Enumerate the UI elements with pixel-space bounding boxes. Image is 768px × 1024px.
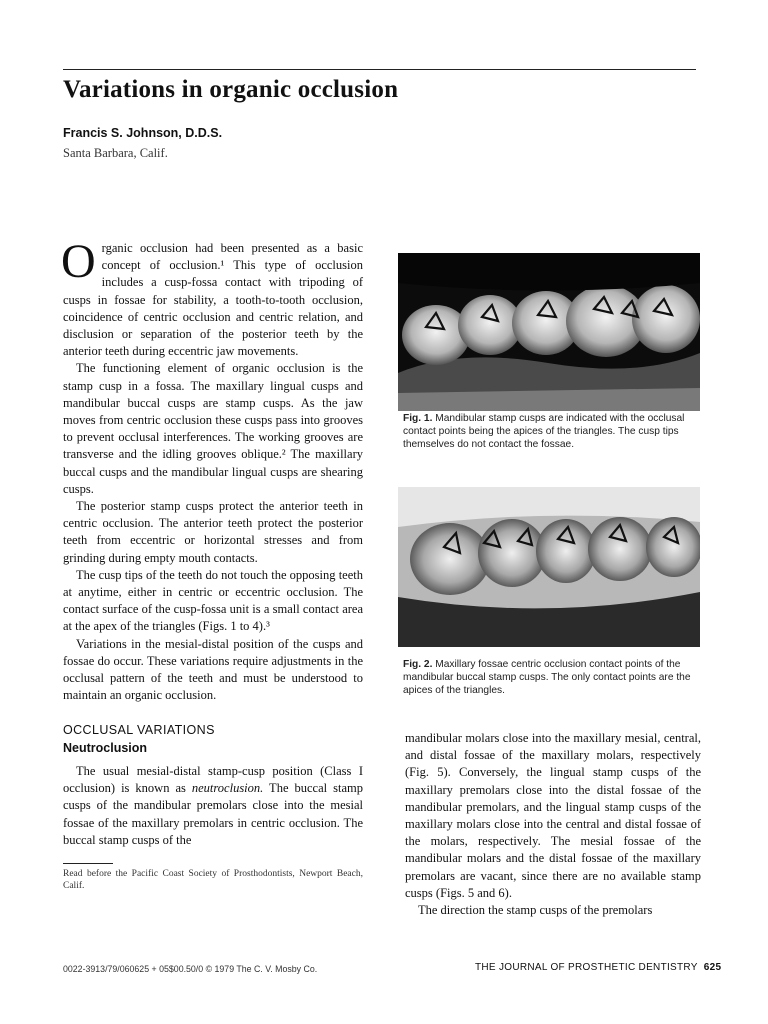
figure-1-label: Fig. 1. — [403, 413, 433, 424]
article-title: Variations in organic occlusion — [63, 76, 399, 103]
footnote-rule — [63, 863, 113, 864]
figure-2-photo — [398, 487, 700, 647]
paragraph-variations: Variations in the mesial-distal position of the cusps and fossae do occur. These variations require adjustments in the occlusal pattern of the teeth and must be understood to maintain an organic occlusion. — [63, 636, 363, 703]
right-column — [405, 730, 701, 919]
figure-1-image — [398, 253, 700, 411]
paragraph-intro — [61, 235, 363, 360]
paragraph-intro-text: rganic occlusion had been presented as a basic concept of occlusion.¹ This type of occlusion includes a cusp-fossa contact with tripoding of cusps in fossae for stability, a tooth-to-tooth occlusion, coincidence of centric occlusion and centric relation, and disclusion or separation of the posterior teeth by the anterior teeth during eccentric jaw movements. — [63, 241, 363, 359]
author-affiliation: Santa Barbara, Calif. — [63, 146, 168, 160]
paragraph-direction: The direction the stamp cusps of the premolars — [418, 903, 653, 918]
paragraph-cusp-tips: The cusp tips of the teeth do not touch the opposing teeth at anytime, either in centric or eccentric occlusion. The contact surface of the cusp-fossa unit is a small contact area at the apex of the triangles (Figs. 1 to 4).³ — [63, 567, 363, 634]
term-neutroclusion: neutroclusion. — [191, 781, 264, 796]
journal-name: THE JOURNAL OF PROSTHETIC DENTISTRY — [475, 962, 698, 973]
subsection-heading: Neutroclusion — [63, 740, 148, 755]
footnote: Read before the Pacific Coast Society of Prosthodontists, Newport Beach, Calif. — [63, 868, 363, 891]
figure-1-caption-text: Mandibular stamp cusps are indicated with the occlusal contact points being the apices of the triangles. The cusp tips themselves do not contact the fossae. — [403, 413, 685, 451]
figure-2-image — [398, 487, 700, 647]
figure-2-caption — [403, 658, 700, 698]
paragraph-protection: The posterior stamp cusps protect the anterior teeth in centric occlusion. The anterior teeth protect the posterior teeth from eccentric or horizontal stresses and from grinding during empty mouth contacts. — [63, 499, 363, 565]
top-rule — [63, 69, 696, 70]
figure-2-label: Fig. 2. — [403, 659, 433, 670]
paragraph-neutroclusion: The usual mesial-distal stamp-cusp position (Class I occlusion) is known as neutroclusion. The buccal stamp cusps of the mandibular premolars close into the mesial fossae of the maxillary premolars in centric occlusion. The buccal stamp cusps of the — [63, 763, 363, 847]
figure-1-caption — [403, 412, 700, 452]
paragraph-stamp-cusp: The functioning element of organic occlusion is the stamp cusp in a fossa. The maxillary lingual cusps and mandibular buccal cusps are stamp cusps. As the jaw moves from centric occlusion these cusps pass into grooves to prevent occlusal interferences. The working grooves are transverse and the idling grooves oblique.² The maxillary buccal cusps and the mandibular lingual cusps are shearing cusps. — [63, 361, 363, 496]
page-number: 625 — [703, 962, 722, 973]
paragraph-continuation: mandibular molars close into the maxillary mesial, central, and distal fossae of the maxillary molars, respectively (Fig. 5). Conversely, the lingual stamp cusps of the maxillary premolars close into the distal fossae of the mandibular premolars, and the lingual stamp cusps of the maxillary molars close into the central and distal fossae of the molars, respectively. The mesial fossae of the mandibular molars and the distal fossae of the maxillary premolars are vacant, since there are no available stamp cusps (Figs. 5 and 6). — [405, 731, 701, 900]
figure-2-caption-text: Maxillary fossae centric occlusion contact points of the mandibular buccal stamp cusps. The only contact points are the apices of the triangles. — [403, 659, 691, 697]
author-name: Francis S. Johnson, D.D.S. — [63, 126, 223, 140]
drop-cap: O — [61, 235, 96, 288]
figure-1-photo — [398, 253, 700, 411]
section-heading: OCCLUSAL VARIATIONS — [63, 723, 215, 738]
left-column — [61, 235, 363, 892]
footer-citation: 0022-3913/79/060625 + 05$00.50/0 © 1979 The C. V. Mosby Co. — [63, 964, 318, 974]
footer-journal — [475, 962, 721, 973]
